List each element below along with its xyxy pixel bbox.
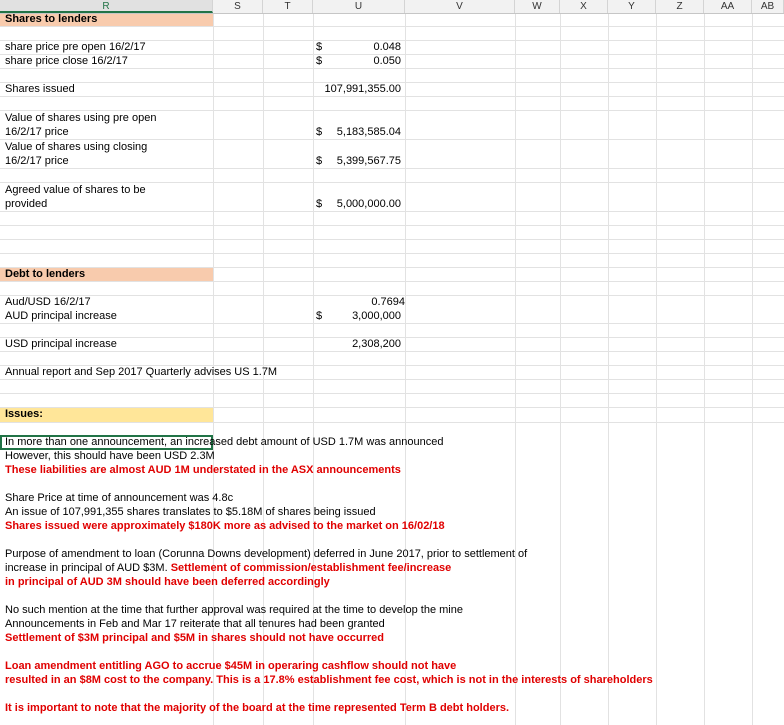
aud-principal-label: AUD principal increase: [5, 310, 117, 322]
issue1-line1: In more than one announcement, an increased debt amount of USD 1.7M was announced: [5, 436, 444, 448]
annual-report-note: Annual report and Sep 2017 Quarterly advises US 1.7M: [5, 366, 278, 378]
sheet-grid[interactable]: [0, 14, 784, 725]
agreed-value-amount: 5,000,000.00: [336, 198, 401, 210]
issue6-finding: It is important to note that the majority of the board at the time represented Term B debt holders.: [5, 702, 510, 714]
shares-issued-label: Shares issued: [5, 83, 75, 95]
column-header-x[interactable]: X: [560, 0, 608, 13]
value-close-currency: $: [316, 155, 323, 167]
share-price-open-currency: $: [316, 41, 323, 53]
column-header-z[interactable]: Z: [656, 0, 704, 13]
column-header-s[interactable]: S: [213, 0, 263, 13]
share-price-open-value: 0.048: [373, 41, 401, 53]
issue1-finding: These liabilities are almost AUD 1M understated in the ASX announcements: [5, 464, 401, 476]
issue4-finding: Settlement of $3M principal and $5M in shares should not have occurred: [5, 632, 384, 644]
agreed-value-label-line1: Agreed value of shares to be: [5, 184, 146, 196]
issue5-finding-line2: resulted in an $8M cost to the company. This is a 17.8% establishment fee cost, which is not in the interests of shareholders: [5, 674, 653, 686]
issue3-line2: [5, 562, 451, 575]
shares-section-title: Shares to lenders: [5, 13, 98, 25]
share-price-close-value: 0.050: [373, 55, 401, 67]
value-close-amount: 5,399,567.75: [336, 155, 401, 167]
issue4-line1: No such mention at the time that further approval was required at the time to develop the mine: [5, 604, 463, 616]
column-header-u[interactable]: U: [313, 0, 405, 13]
usd-principal-value: 2,308,200: [352, 338, 401, 350]
debt-section-title: Debt to lenders: [5, 268, 86, 280]
issue2-line2: An issue of 107,991,355 shares translates to $5.18M of shares being issued: [5, 506, 376, 518]
fx-rate-label: Aud/USD 16/2/17: [5, 296, 91, 308]
issue4-line2: Announcements in Feb and Mar 17 reiterate that all tenures had been granted: [5, 618, 385, 630]
column-header-v[interactable]: V: [405, 0, 515, 13]
value-open-label-line1: Value of shares using pre open: [5, 112, 157, 124]
aud-principal-currency: $: [316, 310, 323, 322]
issue3-finding-part1: Settlement of commission/establishment fee/increase: [170, 562, 452, 574]
issue3-line1: Purpose of amendment to loan (Corunna Downs development) deferred in June 2017, prior to settlement of: [5, 548, 528, 560]
column-header-aa[interactable]: AA: [704, 0, 752, 13]
share-price-close-label: share price close 16/2/17: [5, 55, 128, 67]
issue2-line1: Share Price at time of announcement was 4.8c: [5, 492, 234, 504]
issues-section-title: Issues:: [5, 408, 43, 420]
value-close-label-line2: 16/2/17 price: [5, 155, 69, 167]
column-header-w[interactable]: W: [515, 0, 560, 13]
share-price-close-currency: $: [316, 55, 323, 67]
column-header-bar: [0, 0, 784, 14]
column-header-t[interactable]: T: [263, 0, 313, 13]
shares-issued-value: 107,991,355.00: [324, 83, 401, 95]
issue3-finding-part2: in principal of AUD 3M should have been deferred accordingly: [5, 576, 330, 588]
value-close-label-line1: Value of shares using closing: [5, 141, 148, 153]
value-open-currency: $: [316, 126, 323, 138]
column-header-r[interactable]: R: [0, 0, 213, 13]
fx-rate-value: 0.7694: [371, 296, 405, 308]
issue1-line2: However, this should have been USD 2.3M: [5, 450, 215, 462]
agreed-value-label-line2: provided: [5, 198, 48, 210]
value-open-label-line2: 16/2/17 price: [5, 126, 69, 138]
value-open-amount: 5,183,585.04: [336, 126, 401, 138]
agreed-value-currency: $: [316, 198, 323, 210]
issue2-finding: Shares issued were approximately $180K more as advised to the market on 16/02/18: [5, 520, 445, 532]
usd-principal-label: USD principal increase: [5, 338, 117, 350]
issue3-line2-text: increase in principal of AUD $3M.: [5, 562, 168, 574]
share-price-open-label: share price pre open 16/2/17: [5, 41, 146, 53]
issue5-finding-line1: Loan amendment entitling AGO to accrue $45M in operaring cashflow should not have: [5, 660, 457, 672]
column-header-y[interactable]: Y: [608, 0, 656, 13]
aud-principal-value: 3,000,000: [352, 310, 401, 322]
column-header-ab[interactable]: AB: [752, 0, 784, 13]
